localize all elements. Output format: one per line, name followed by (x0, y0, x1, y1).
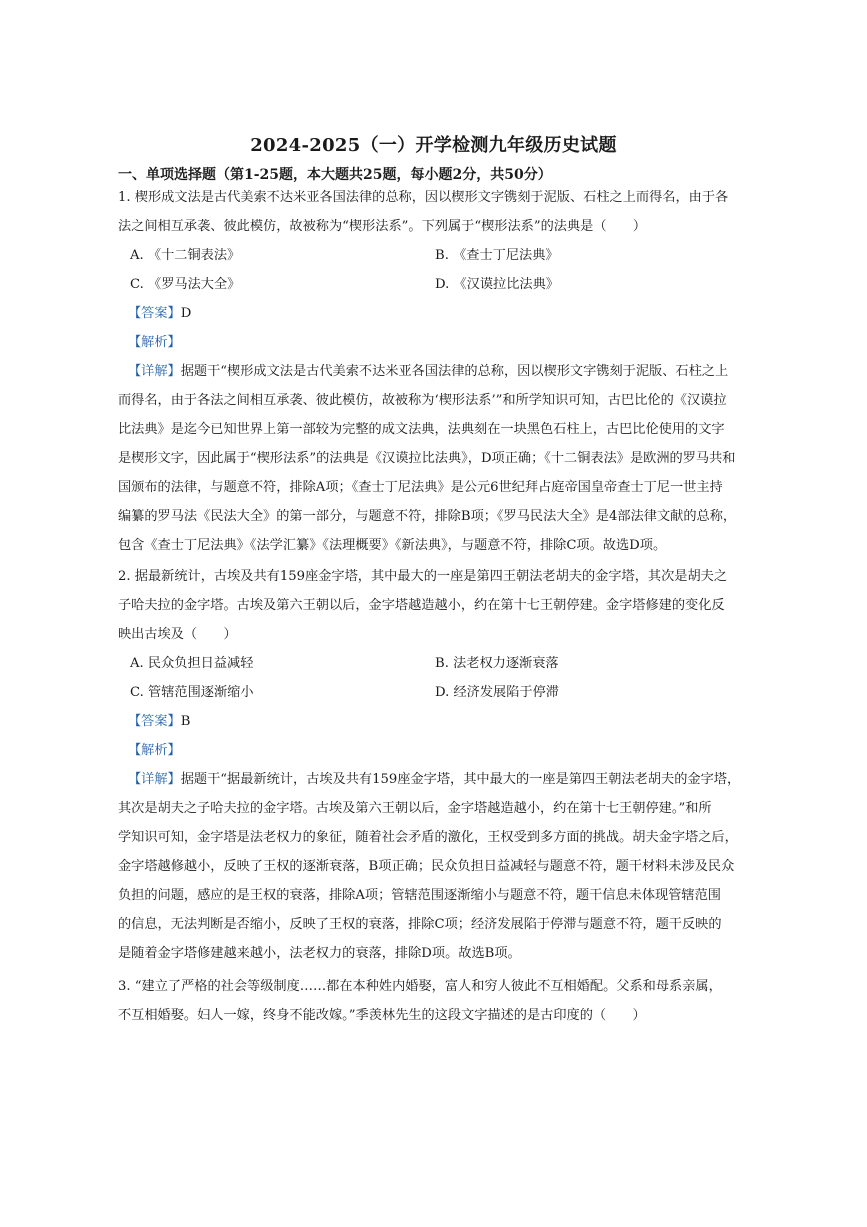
detail-text: 据题干“楔形成文法是古代美索不达米亚各国法律的总称，因以楔形文字镌刻于泥版、石柱之上 (180, 364, 729, 379)
detail-line: 包含《查士丁尼法典》《法学汇纂》《法理概要》《新法典》，与题意不符，排除C项。故选D项。 (118, 538, 667, 553)
question-1-options-row-2 (130, 270, 754, 299)
detail-line: 负担的问题，感应的是王权的衰落，排除A项；管辖范围逐渐缩小与题意不符，题干信息未体现管辖范围 (118, 888, 721, 903)
question-2-answer (128, 707, 190, 736)
question-1-answer (128, 299, 191, 328)
option-a: A. 民众负担日益减轻 (130, 656, 254, 671)
detail-line: 是随着金字塔修建越来越小，法老权力的衰落，排除D项。故选B项。 (118, 946, 521, 961)
question-1-analysis-tag (128, 328, 181, 357)
answer-tag: 【答案】 (128, 714, 181, 729)
detail-line (118, 357, 754, 386)
detail-tag: 【详解】 (128, 364, 181, 379)
stem-line: 映出古埃及（ ） (118, 627, 237, 642)
option-d: D. 《汉谟拉比法典》 (435, 277, 559, 292)
question-2-detail (118, 765, 754, 968)
detail-line: 学知识可知，金字塔是法老权力的象征，随着社会矛盾的激化，王权受到多方面的挑战。胡夫金字塔之后， (118, 830, 738, 845)
question-1-detail (118, 357, 754, 560)
answer-value: B (180, 714, 191, 729)
detail-line: 而得名，由于各法之间相互承袭、彼此模仿，故被称为‘楔形法系’”和所学知识可知，古巴比伦的《汉谟拉 (118, 393, 727, 408)
analysis-tag: 【解析】 (128, 743, 181, 758)
stem-line: 子哈夫拉的金字塔。古埃及第六王朝以后，金字塔越造越小，约在第十七王朝停建。金字塔修建的变化反 (118, 598, 725, 613)
detail-line: 其次是胡夫之子哈夫拉的金字塔。古埃及第六王朝以后，金字塔越造越小，约在第十七王朝停建。”和所 (118, 801, 712, 816)
stem-line: 2. 据最新统计，古埃及共有159座金字塔，其中最大的一座是第四王朝法老胡夫的金字塔，其次是胡夫之 (118, 569, 728, 584)
answer-value: D (180, 306, 192, 321)
detail-line: 金字塔越修越小，反映了王权的逐渐衰落，B项正确；民众负担日益减轻与题意不符，题干材料未涉及民众 (118, 859, 735, 874)
question-2-stem (118, 562, 754, 649)
option-c: C. 《罗马法大全》 (130, 277, 241, 292)
detail-line (118, 765, 754, 794)
detail-line: 的信息，无法判断是否缩小，反映了王权的衰落，排除C项；经济发展陷于停滞与题意不符，题干反映的 (118, 917, 722, 932)
stem-line: 1. 楔形成文法是古代美索不达米亚各国法律的总称，因以楔形文字镌刻于泥版、石柱之上而得名，由于各 (118, 190, 729, 205)
stem-line: 3. “建立了严格的社会等级制度……都在本种姓内婚娶，富人和穷人彼此不互相婚配。父系和母系亲属， (118, 979, 722, 994)
option-c: C. 管辖范围逐渐缩小 (130, 685, 254, 700)
stem-line: 不互相婚娶。妇人一嫁，终身不能改嫁。”季羡林先生的这段文字描述的是古印度的（ ） (118, 1008, 646, 1023)
answer-tag: 【答案】 (128, 306, 181, 321)
question-1-options-row-1 (130, 241, 754, 270)
detail-tag: 【详解】 (128, 772, 181, 787)
question-2-analysis-tag (128, 736, 181, 765)
question-2-options-row-1 (130, 649, 754, 678)
question-1-stem (118, 183, 754, 241)
detail-line: 是楔形文字，因此属于“楔形法系”的法典是《汉谟拉比法典》，D项正确；《十二铜表法》是欧洲的罗马共和 (118, 451, 736, 466)
question-3-stem (118, 972, 754, 1030)
section-heading: 一、单项选择题（第1-25题，本大题共25题，每小题2分，共50分） (118, 167, 552, 183)
detail-line: 编纂的罗马法《民法大全》的第一部分，与题意不符，排除B项；《罗马民法大全》是4部法律文献的总称， (118, 509, 737, 524)
question-2-options-row-2 (130, 678, 754, 707)
option-b: B. 法老权力逐渐衰落 (435, 656, 559, 671)
detail-line: 比法典》是迄今已知世界上第一部较为完整的成文法典，法典刻在一块黑色石柱上，古巴比伦使用的文字 (118, 422, 725, 437)
exam-title: 2024-2025（一）开学检测九年级历史试题 (250, 135, 617, 156)
analysis-tag: 【解析】 (128, 335, 181, 350)
option-b: B. 《查士丁尼法典》 (435, 248, 559, 263)
option-a: A. 《十二铜表法》 (130, 248, 241, 263)
detail-line: 国颁布的法律，与题意不符，排除A项；《查士丁尼法典》是公元6世纪拜占庭帝国皇帝查士丁尼一世主持 (118, 480, 723, 495)
stem-line: 法之间相互承袭、彼此模仿，故被称为“楔形法系”。下列属于“楔形法系”的法典是（ ） (118, 219, 647, 234)
detail-text: 据题干“据最新统计，古埃及共有159座金字塔，其中最大的一座是第四王朝法老胡夫的金字塔， (180, 772, 741, 787)
option-d: D. 经济发展陷于停滞 (435, 685, 559, 700)
